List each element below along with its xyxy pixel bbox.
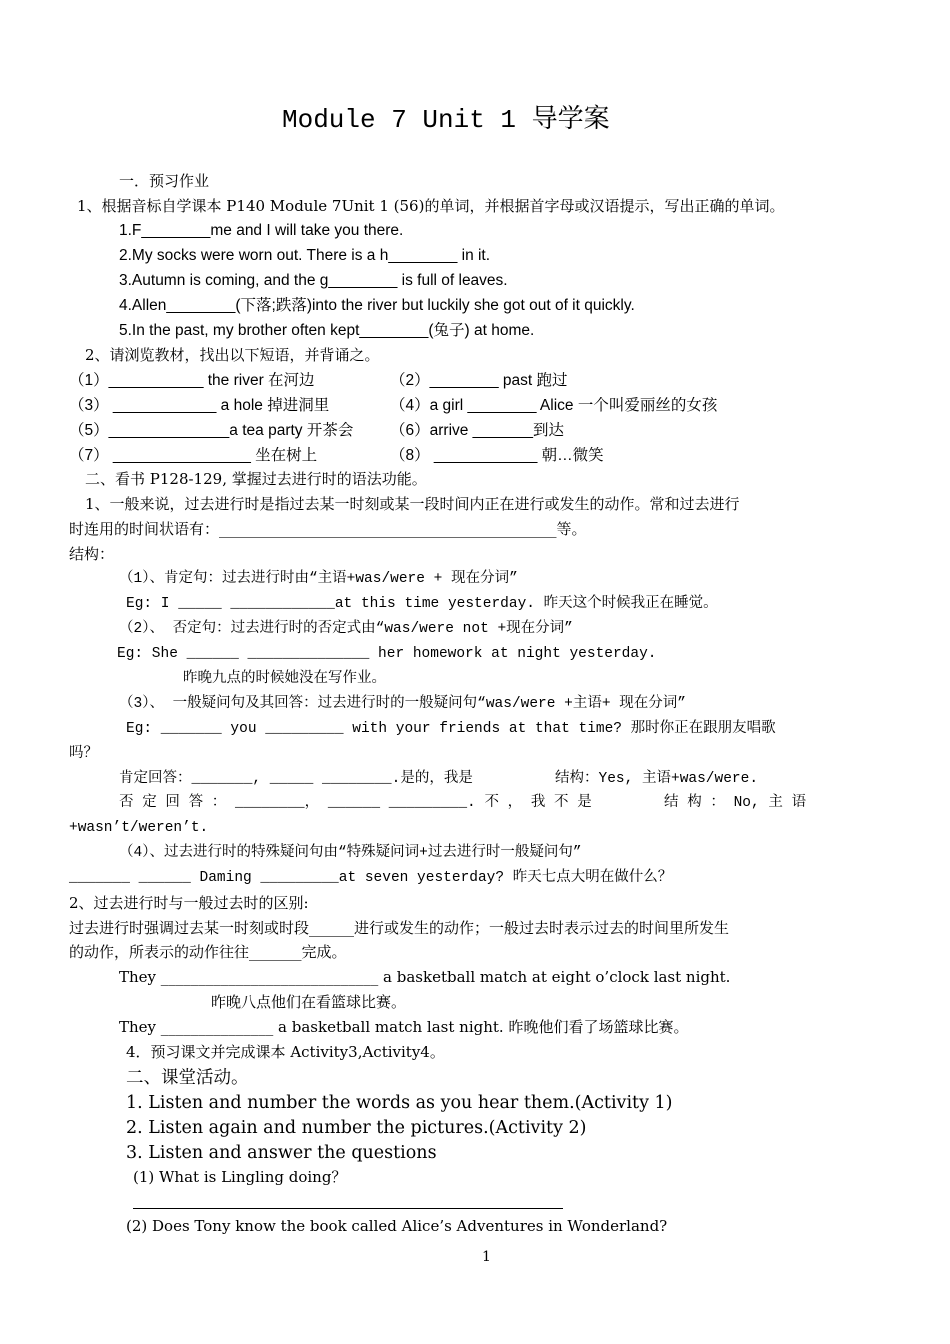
grammar-line: （1）、肯定句：过去进行时由“主语+was/were + 现在分词”	[119, 571, 518, 587]
exercise-line: 4.Allen________(下落;跌落)into the river but luckily she got out of it quickly.	[119, 297, 635, 314]
grammar-line: _______ ______ Daming _________at seven yesterday? 昨天七点大明在做什么？	[69, 870, 673, 886]
grammar-line: +wasn’t/weren’t.	[69, 820, 209, 836]
grammar-line: （3）、 一般疑问句及其回答：过去进行时的一般疑问句“was/were +主语+ 现在分词”	[119, 696, 686, 712]
phrase-item: （1）___________ the river 在河边	[69, 372, 315, 389]
section-heading: 一．预习作业	[119, 172, 210, 190]
grammar-line: 肯定回答：_______, _____ ________.是的，我是	[119, 771, 473, 787]
paragraph-line: 过去进行时强调过去某一时刻或时段______进行或发生的动作；一般过去时表示过去的时间里所发生	[69, 919, 730, 937]
paragraph-line: 结构：	[69, 545, 115, 563]
phrase-item: （6）arrive _______到达	[390, 422, 565, 439]
grammar-line: （2）、 否定句：过去进行时的否定式由“was/were not +现在分词”	[119, 621, 573, 637]
question-line: (1) What is Lingling doing？	[133, 1168, 347, 1186]
grammar-line: Eg: She ______ ______________ her homework at night yesterday.	[117, 646, 657, 662]
paragraph-line: 时连用的时间状语有：_____________________________________________等。	[69, 520, 587, 538]
example-line: They _____________________________ a basketball match at eight o’clock last night.	[119, 968, 731, 986]
activity-line: 1. Listen and number the words as you hear them.(Activity 1)	[126, 1093, 673, 1113]
section-heading: 二、课堂活动。	[126, 1068, 249, 1088]
activity-line: 2. Listen again and number the pictures.(Activity 2)	[126, 1118, 587, 1138]
phrase-item: （5）______________a tea party 开茶会	[69, 422, 354, 439]
example-line: They _______________ a basketball match last night. 昨晚他们看了场篮球比赛。	[119, 1018, 689, 1036]
grammar-line: Eg: _______ you _________ with your friends at that time? 那时你正在跟朋友唱歌	[126, 721, 776, 737]
phrase-item: （4）a girl ________ Alice 一个叫爱丽丝的女孩	[390, 397, 718, 414]
phrase-item: （3） ____________ a hole 掉进洞里	[69, 397, 330, 414]
section-heading: 2、过去进行时与一般过去时的区别:	[69, 894, 309, 912]
paragraph-line: 1、一般来说，过去进行时是指过去某一时刻或某一段时间内正在进行或发生的动作。常和过去进行	[85, 495, 740, 513]
phrase-item: （2）________ past 跑过	[390, 372, 568, 389]
grammar-line: （4）、过去进行时的特殊疑问句由“特殊疑问词+过去进行时一般疑问句”	[119, 845, 582, 861]
instruction-line: 1、根据音标自学课本 P140 Module 7Unit 1 (56)的单词，并根据首字母或汉语提示，写出正确的单词。	[77, 197, 785, 215]
phrase-item: （8） ____________ 朝…微笑	[390, 447, 604, 464]
instruction-line: 2、请浏览教材，找出以下短语，并背诵之。	[85, 346, 380, 364]
grammar-line: 昨晚九点的时候她没在写作业。	[183, 671, 386, 687]
exercise-line: 3.Autumn is coming, and the g________ is full of leaves.	[119, 272, 508, 289]
grammar-line: Eg: I _____ ____________at this time yesterday. 昨天这个时候我正在睡觉。	[126, 596, 718, 612]
instruction-line: 4．预习课文并完成课本 Activity3,Activity4。	[126, 1043, 445, 1061]
grammar-line: 否 定 回 答 ： ________， ______ _________. 不 ， 我 不 是	[119, 795, 592, 811]
page-number: 1	[482, 1249, 491, 1265]
question-line: (2) Does Tony know the book called Alice’s Adventures in Wonderland?	[126, 1217, 668, 1235]
grammar-line: 结 构 ： No, 主 语	[664, 795, 807, 811]
grammar-line: 结构：Yes, 主语+was/were.	[555, 771, 759, 787]
exercise-line: 5.In the past, my brother often kept________(兔子) at home.	[119, 322, 535, 339]
grammar-line: 吗？	[69, 746, 98, 762]
phrase-item: （7） ________________ 坐在树上	[69, 447, 318, 464]
example-line: 昨晚八点他们在看篮球比赛。	[211, 993, 407, 1011]
exercise-line: 2.My socks were worn out. There is a h________ in it.	[119, 247, 491, 264]
section-heading: 二、看书 P128-129, 掌握过去进行时的语法功能。	[85, 470, 427, 488]
answer-line	[133, 1208, 563, 1209]
activity-line: 3. Listen and answer the questions	[126, 1143, 437, 1163]
page-title: Module 7 Unit 1 导学案	[282, 105, 610, 135]
paragraph-line: 的动作，所表示的动作往往_______完成。	[69, 943, 347, 961]
exercise-line: 1.F________me and I will take you there.	[119, 222, 404, 239]
